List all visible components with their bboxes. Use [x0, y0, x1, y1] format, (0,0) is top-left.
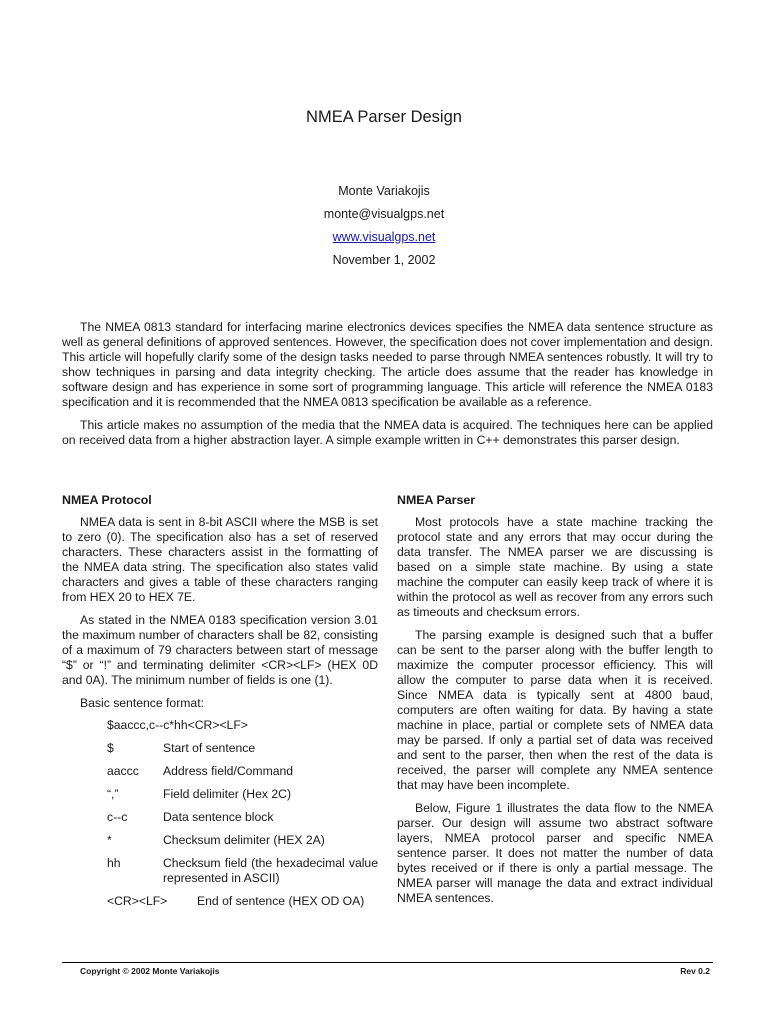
format-symbol: c--c [107, 810, 128, 824]
footer-rule [62, 962, 713, 963]
format-symbol: $ [107, 741, 114, 755]
format-symbol: “,” [107, 787, 119, 801]
copyright-text: Copyright © 2002 Monte Variakojis [80, 966, 220, 976]
parser-column [397, 493, 713, 914]
format-row [107, 856, 378, 886]
format-description: End of sentence (HEX OD OA) [197, 894, 365, 908]
format-line: $aaccc,c--c*hh<CR><LF> [107, 718, 248, 732]
protocol-paragraph: As stated in the NMEA 0183 specification version 3.01 the maximum number of characters shall be 82, consisting of a maximum of 79 characters between start of message “$” or “!” and terminating delimiter <CR><LF> (HEX 0D and 0A). The minimum number of fields is one (1). [62, 613, 378, 687]
format-row [107, 741, 378, 756]
format-description: Checksum delimiter (HEX 2A) [163, 833, 325, 847]
protocol-paragraph: NMEA data is sent in 8-bit ASCII where the MSB is set to zero (0). The specification also has a set of reserved characters. These characters assist in the formatting of the NMEA data string. The specification also states valid characters and gives a table of these characters ranging from HEX 20 to HEX 7E. [62, 515, 378, 604]
author-website [0, 230, 768, 244]
format-symbol: <CR><LF> [107, 894, 168, 908]
parser-paragraph: Below, Figure 1 illustrates the data flow to the NMEA parser. Our design will assume two abstract software layers, NMEA protocol parser and specific NMEA sentence parser. It does not matter the number of data bytes received or if there is only a partial message. The NMEA parser will manage the data and extract individual NMEA sentences. [397, 801, 713, 905]
author-email: monte@visualgps.net [323, 207, 445, 221]
intro-paragraph: This article makes no assumption of the media that the NMEA data is acquired. The techniques here can be applied on received data from a higher abstraction layer. A simple example written in C++ demonstrates this parser design. [62, 418, 713, 448]
format-description: Address field/Command [163, 764, 294, 778]
website-link[interactable]: www.visualgps.net [332, 230, 436, 244]
format-symbol: * [107, 833, 112, 847]
format-title: Basic sentence format: [80, 696, 204, 710]
format-row [107, 787, 378, 802]
author-name: Monte Variakojis [338, 184, 430, 198]
format-row [107, 894, 378, 909]
parser-paragraph: Most protocols have a state machine tracking the protocol state and any errors that may occur during the data transfer. The NMEA parser we are discussing is based on a simple state machine. By using a state machine the computer can easily keep track of where it is within the protocol as well as recover from any errors such as timeouts and checksum errors. [397, 515, 713, 619]
format-row [107, 764, 378, 779]
format-row [107, 810, 378, 825]
protocol-column [62, 493, 378, 917]
format-description: Start of sentence [163, 741, 256, 755]
intro-paragraph: The NMEA 0813 standard for interfacing marine electronics devices specifies the NMEA data sentence structure as well as general definitions of approved sentences. However, the specification does not cover implementation and design. This article will hopefully clarify some of the design tasks needed to parse through NMEA sentences robustly. It will try to show techniques in parsing and data integrity checking. The article does assume that the reader has knowledge in software design and has experience in some sort of programming language. This article will reference the NMEA 0183 specification and it is recommended that the NMEA 0813 specification be available as a reference. [62, 320, 713, 410]
footer [80, 966, 710, 976]
format-description: Field delimiter (Hex 2C) [163, 787, 291, 801]
format-row [107, 833, 378, 848]
parser-heading: NMEA Parser [397, 493, 476, 507]
format-symbol: aaccc [107, 764, 139, 778]
page-title: NMEA Parser Design [306, 108, 462, 126]
revision-text: Rev 0.2 [680, 966, 710, 976]
format-description: Data sentence block [163, 810, 274, 824]
format-symbol: hh [107, 856, 121, 870]
format-description: Checksum field (the hexadecimal value represented in ASCII) [163, 856, 378, 885]
protocol-heading: NMEA Protocol [62, 493, 152, 507]
parser-paragraph: The parsing example is designed such that a buffer can be sent to the parser along with the buffer length to maximize the computer processor efficiency. This will allow the computer to parse data when it is received. Since NMEA data is typically sent at 4800 baud, computers are often waiting for data. By having a state machine in place, partial or complete sets of NMEA data may be parsed. If only a partial set of data was received and sent to the parser, then when the rest of the data is received, the parser will complete any NMEA sentence that may have been incomplete. [397, 628, 713, 792]
publish-date: November 1, 2002 [332, 253, 436, 267]
